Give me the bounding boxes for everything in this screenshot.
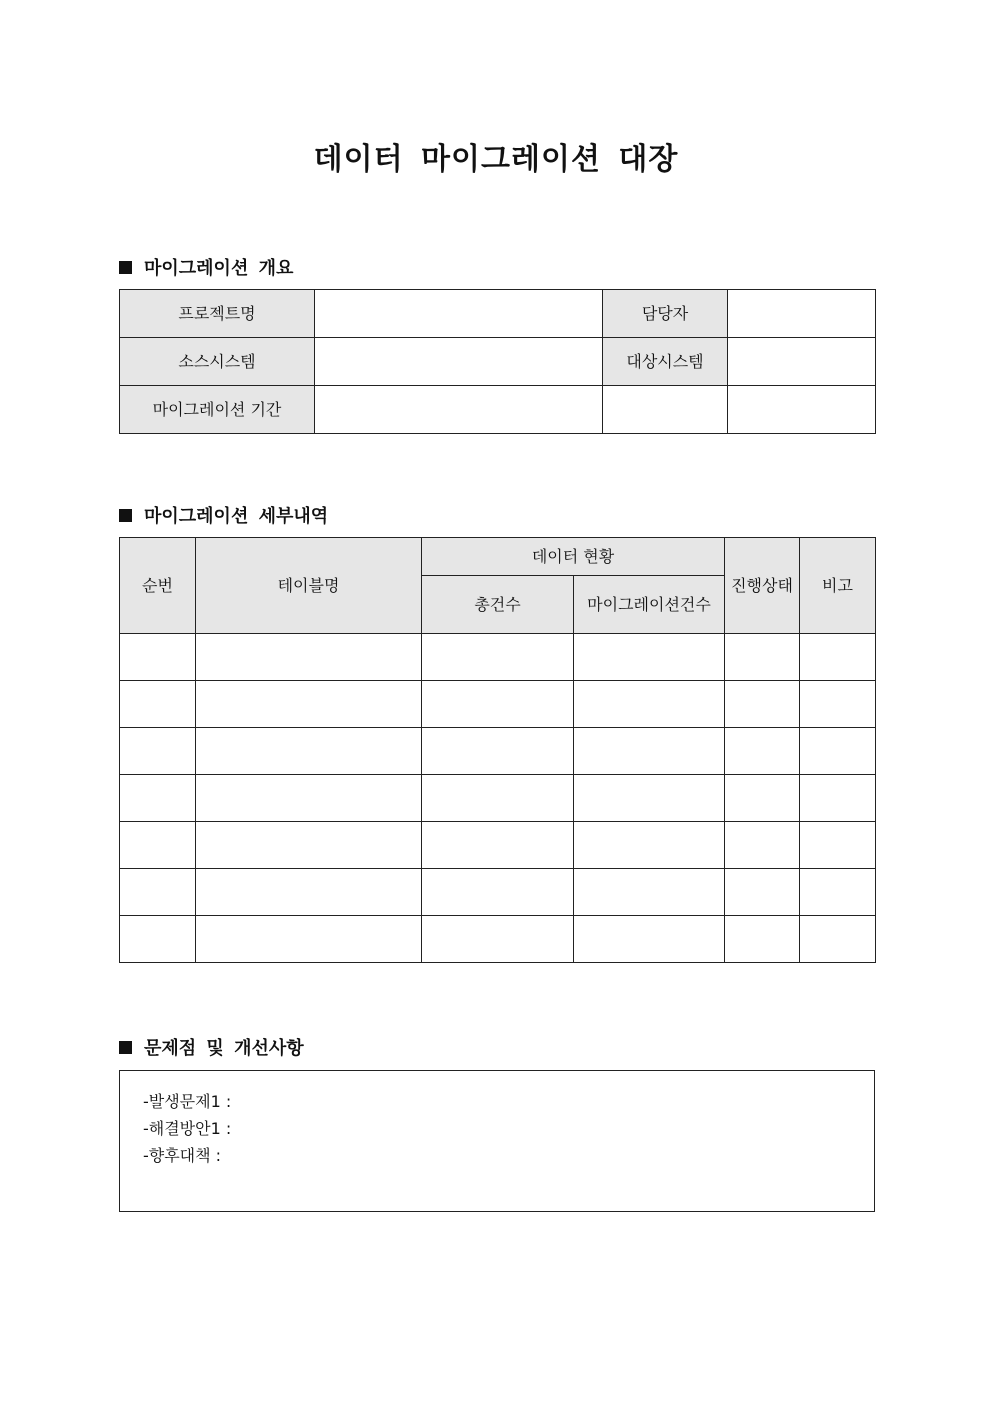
cell-remarks[interactable] (800, 728, 876, 775)
cell-seq[interactable] (120, 916, 196, 963)
period-value-cell[interactable] (315, 386, 603, 434)
overview-heading (119, 254, 293, 280)
cell-migrated-count[interactable] (574, 916, 725, 963)
cell-remarks[interactable] (800, 822, 876, 869)
period-label: 마이그레이션 기간 (120, 386, 315, 434)
cell-table-name[interactable] (196, 822, 422, 869)
cell-seq[interactable] (120, 681, 196, 728)
bullet-square-icon (119, 1041, 132, 1054)
column-header-data-status: 데이터 현황 (422, 538, 725, 576)
cell-progress[interactable] (725, 916, 800, 963)
cell-total-count[interactable] (422, 775, 574, 822)
column-header-total-count: 총건수 (422, 576, 574, 634)
cell-table-name[interactable] (196, 869, 422, 916)
details-table (119, 537, 876, 963)
table-row (120, 916, 876, 963)
issues-heading (119, 1034, 304, 1060)
cell-progress[interactable] (725, 728, 800, 775)
empty-cell[interactable] (603, 386, 728, 434)
column-header-seq: 순번 (120, 538, 196, 634)
cell-progress[interactable] (725, 775, 800, 822)
overview-heading-text: 마이그레이션 개요 (144, 258, 294, 279)
manager-label: 담당자 (603, 290, 728, 338)
issues-heading-text: 문제점 및 개선사항 (144, 1038, 304, 1059)
table-row (120, 775, 876, 822)
table-row (120, 681, 876, 728)
overview-row-system (120, 338, 876, 386)
cell-remarks[interactable] (800, 869, 876, 916)
empty-cell[interactable] (728, 386, 876, 434)
project-value-cell[interactable] (315, 290, 603, 338)
cell-migrated-count[interactable] (574, 728, 725, 775)
bullet-square-icon (119, 261, 132, 274)
issue-problem-line: -발생문제1 : (143, 1092, 232, 1111)
cell-total-count[interactable] (422, 822, 574, 869)
target-system-label: 대상시스템 (603, 338, 728, 386)
cell-seq[interactable] (120, 869, 196, 916)
cell-seq[interactable] (120, 728, 196, 775)
cell-progress[interactable] (725, 822, 800, 869)
issues-textbox[interactable] (119, 1070, 875, 1212)
table-row (120, 869, 876, 916)
cell-total-count[interactable] (422, 728, 574, 775)
cell-migrated-count[interactable] (574, 681, 725, 728)
cell-progress[interactable] (725, 869, 800, 916)
cell-table-name[interactable] (196, 775, 422, 822)
overview-table (119, 289, 876, 434)
table-row (120, 728, 876, 775)
cell-seq[interactable] (120, 775, 196, 822)
manager-value-cell[interactable] (728, 290, 876, 338)
cell-migrated-count[interactable] (574, 775, 725, 822)
cell-remarks[interactable] (800, 916, 876, 963)
source-system-value-cell[interactable] (315, 338, 603, 386)
cell-seq[interactable] (120, 634, 196, 681)
table-row (120, 822, 876, 869)
cell-remarks[interactable] (800, 775, 876, 822)
cell-migrated-count[interactable] (574, 822, 725, 869)
cell-progress[interactable] (725, 634, 800, 681)
details-header-row-1 (120, 538, 876, 576)
cell-table-name[interactable] (196, 916, 422, 963)
target-system-value-cell[interactable] (728, 338, 876, 386)
issue-future-plan-line: -향후대책 : (143, 1146, 222, 1165)
cell-total-count[interactable] (422, 634, 574, 681)
cell-progress[interactable] (725, 681, 800, 728)
cell-migrated-count[interactable] (574, 634, 725, 681)
details-table-body (120, 634, 876, 963)
cell-total-count[interactable] (422, 681, 574, 728)
cell-total-count[interactable] (422, 916, 574, 963)
overview-row-project (120, 290, 876, 338)
cell-remarks[interactable] (800, 634, 876, 681)
cell-table-name[interactable] (196, 681, 422, 728)
column-header-migrated-count: 마이그레이션건수 (574, 576, 725, 634)
source-system-label: 소스시스템 (120, 338, 315, 386)
table-row (120, 634, 876, 681)
column-header-table-name: 테이블명 (196, 538, 422, 634)
cell-remarks[interactable] (800, 681, 876, 728)
column-header-progress: 진행상태 (725, 538, 800, 634)
cell-table-name[interactable] (196, 634, 422, 681)
column-header-remarks: 비고 (800, 538, 876, 634)
cell-table-name[interactable] (196, 728, 422, 775)
cell-migrated-count[interactable] (574, 869, 725, 916)
overview-row-period (120, 386, 876, 434)
details-heading (119, 502, 328, 528)
cell-seq[interactable] (120, 822, 196, 869)
project-label: 프로젝트명 (120, 290, 315, 338)
document-title: 데이터 마이그레이션 대장 (313, 142, 679, 177)
details-heading-text: 마이그레이션 세부내역 (144, 506, 329, 527)
cell-total-count[interactable] (422, 869, 574, 916)
issue-solution-line: -해결방안1 : (143, 1119, 232, 1138)
bullet-square-icon (119, 509, 132, 522)
